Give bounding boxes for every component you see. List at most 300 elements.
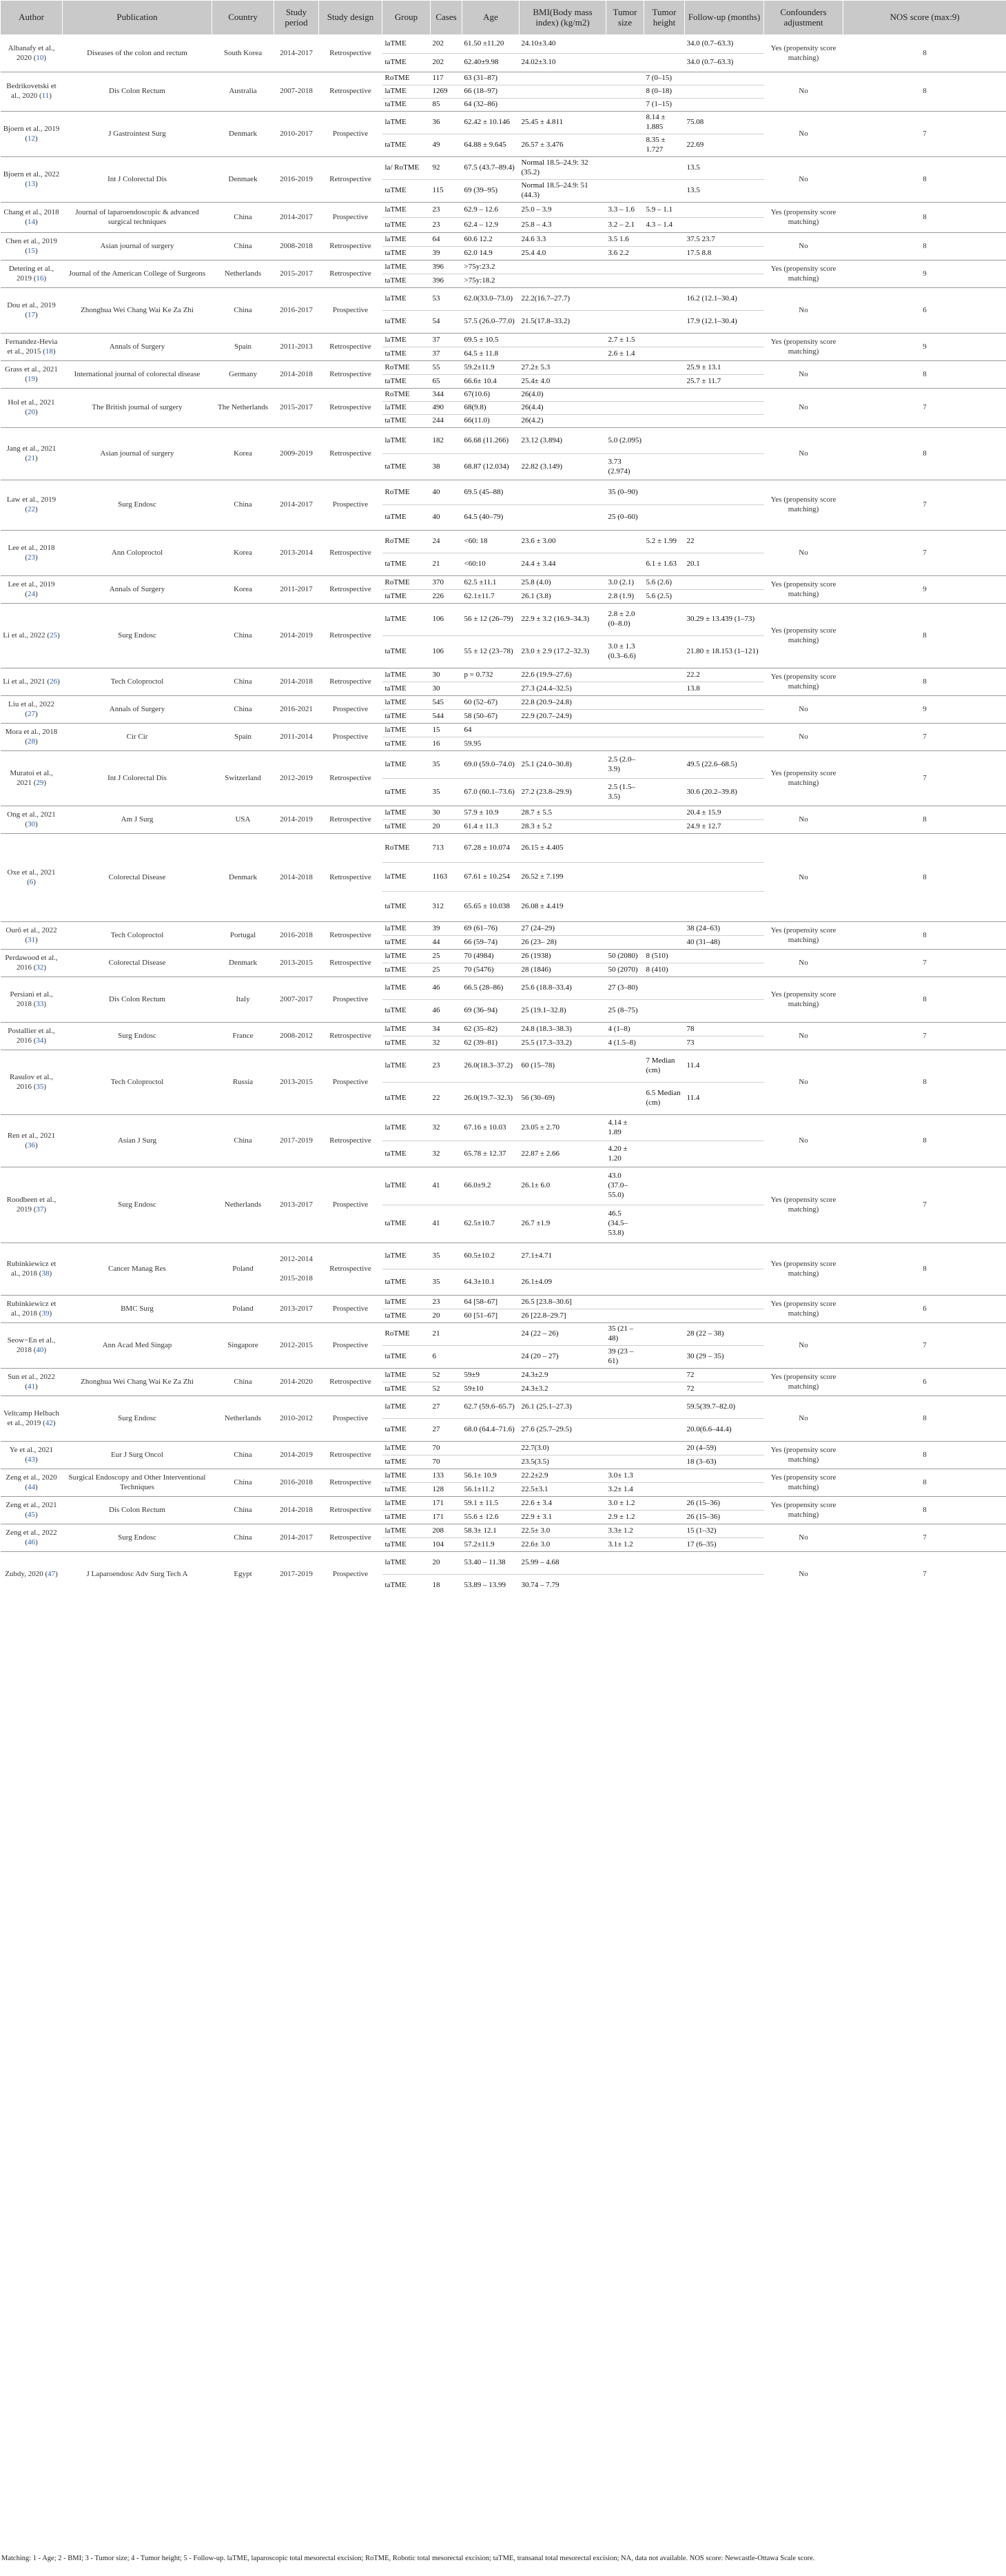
table-row xyxy=(1,260,1006,274)
study-confounders-adjustment: Yes (propensity score matching) xyxy=(764,977,843,1023)
table-row xyxy=(1,361,1006,375)
cell-follow-up xyxy=(685,696,764,710)
cell-follow-up xyxy=(685,710,764,724)
study-country: China xyxy=(212,233,274,260)
reference-link[interactable]: 25 xyxy=(50,631,58,640)
study-study-period: 2016-2021 xyxy=(274,696,319,724)
cell-cases: 27 xyxy=(431,1419,462,1442)
cell-follow-up: 18 (3–63) xyxy=(685,1455,764,1469)
study-author: Li et al., 2022 (25) xyxy=(1,604,63,668)
table-row xyxy=(1,334,1006,347)
study-publication: Surg Endosc xyxy=(63,1524,212,1552)
table-row xyxy=(1,35,1006,54)
cell-bmi: 23.0 ± 2.9 (17.2–32.3) xyxy=(520,636,606,668)
study-confounders-adjustment: Yes (propensity score matching) xyxy=(764,203,843,233)
study-nos-score: 8 xyxy=(843,1396,1006,1442)
cell-age: 58 (50–67) xyxy=(462,710,520,724)
table-row xyxy=(1,288,1006,311)
cell-follow-up xyxy=(685,963,764,977)
cell-follow-up xyxy=(685,260,764,274)
cell-tumor-size: 3.0 ± 1.3 (0.3–6.6) xyxy=(606,636,644,668)
cell-tumor-height xyxy=(644,936,685,950)
cell-age: <60:10 xyxy=(462,553,520,576)
cell-age: 69 (61–76) xyxy=(462,922,520,936)
cell-age: 59.2±11.9 xyxy=(462,361,520,375)
author-name: Grass et al., 2021 xyxy=(5,365,58,374)
cell-group: taTME xyxy=(382,54,431,72)
reference-link[interactable]: 39 xyxy=(41,1309,50,1318)
study-nos-score: 8 xyxy=(843,977,1006,1023)
reference-link[interactable]: 43 xyxy=(28,1455,35,1464)
study-study-design: Retrospective xyxy=(319,1524,382,1552)
reference-link[interactable]: 23 xyxy=(28,553,35,562)
reference-link[interactable]: 22 xyxy=(28,505,35,513)
study-country: Australia xyxy=(212,72,274,112)
cell-tumor-height xyxy=(644,334,685,347)
cell-group: taTME xyxy=(382,1083,431,1115)
cell-tumor-size xyxy=(606,1575,644,1597)
study-country: China xyxy=(212,288,274,334)
cell-tumor-size xyxy=(606,737,644,751)
study-confounders-adjustment: No xyxy=(764,288,843,334)
reference-link[interactable]: 24 xyxy=(28,589,35,598)
cell-group: laTME xyxy=(382,112,431,134)
study-country: Switzerland xyxy=(212,751,274,806)
cell-group: laTME xyxy=(382,85,431,99)
cell-bmi: 26.15 ± 4.405 xyxy=(520,834,606,863)
study-confounders-adjustment: No xyxy=(764,389,843,428)
reference-link[interactable]: 19 xyxy=(28,374,35,383)
header-bmi: BMI(Body mass index) (kg/m2) xyxy=(520,1,606,35)
cell-bmi: 22.9 ± 3.2 (16.9–34.3) xyxy=(520,604,606,636)
study-study-period: 2017-2019 xyxy=(274,1552,319,1597)
study-study-period: 2014-2019 xyxy=(274,806,319,834)
cell-cases: 21 xyxy=(431,1323,462,1346)
cell-follow-up xyxy=(685,334,764,347)
reference-link[interactable]: 16 xyxy=(36,274,44,283)
cell-cases: 44 xyxy=(431,936,462,950)
table-row xyxy=(1,531,1006,553)
study-confounders-adjustment: Yes (propensity score matching) xyxy=(764,1442,843,1469)
cell-tumor-size xyxy=(606,375,644,389)
table-row xyxy=(1,1115,1006,1141)
study-study-period: 2014-2018 xyxy=(274,668,319,696)
cell-bmi: 22.7(3.0) xyxy=(520,1442,606,1455)
header-study-period: Study period xyxy=(274,1,319,35)
cell-age: 57.5 (26.0–77.0) xyxy=(462,311,520,334)
study-author: Rubinkiewicz et al., 2018 (38) xyxy=(1,1243,63,1296)
cell-age: 67.61 ± 10.254 xyxy=(462,863,520,892)
reference-link[interactable]: 47 xyxy=(48,1569,56,1578)
cell-tumor-size: 3.5 1.6 xyxy=(606,233,644,247)
reference-link[interactable]: 26 xyxy=(50,677,58,686)
study-publication: Dis Colon Rectum xyxy=(63,1497,212,1524)
cell-bmi xyxy=(520,724,606,737)
cell-group: laTME xyxy=(382,35,431,54)
cell-age: 66 (18–97) xyxy=(462,85,520,99)
cell-bmi: 24.6 3.3 xyxy=(520,233,606,247)
study-author: Postallier et al., 2016 (34) xyxy=(1,1023,63,1050)
cell-bmi: 26 [22.8–29.7] xyxy=(520,1309,606,1323)
table-row xyxy=(1,1497,1006,1511)
cell-tumor-size: 25 (8–75) xyxy=(606,1000,644,1023)
study-publication: Annals of Surgery xyxy=(63,696,212,724)
cell-follow-up xyxy=(685,1205,764,1243)
cell-group: taTME xyxy=(382,99,431,112)
cell-tumor-size: 3.3 – 1.6 xyxy=(606,203,644,218)
reference-link[interactable]: 42 xyxy=(45,1418,53,1427)
study-study-period: 2014-2020 xyxy=(274,1369,319,1396)
reference-link[interactable]: 11 xyxy=(41,92,50,100)
cell-cases: 52 xyxy=(431,1382,462,1396)
cell-group: laTME xyxy=(382,950,431,963)
reference-link[interactable]: 46 xyxy=(28,1537,35,1546)
cell-tumor-height xyxy=(644,361,685,375)
study-study-design: Retrospective xyxy=(319,1115,382,1167)
reference-link[interactable]: 29 xyxy=(36,778,44,787)
cell-tumor-size xyxy=(606,834,644,863)
cell-group: taTME xyxy=(382,180,431,203)
study-country: Denmark xyxy=(212,950,274,977)
header-nos-score: NOS score (max:9) xyxy=(843,1,1006,35)
study-author: Li et al., 2021 (26) xyxy=(1,668,63,696)
study-study-design: Retrospective xyxy=(319,576,382,604)
study-country: Italy xyxy=(212,977,274,1023)
study-nos-score: 9 xyxy=(843,334,1006,361)
study-publication: J Laparoendosc Adv Surg Tech A xyxy=(63,1552,212,1597)
cell-age: 57.2±11.9 xyxy=(462,1538,520,1552)
cell-cases: 25 xyxy=(431,963,462,977)
cell-tumor-size xyxy=(606,389,644,402)
reference-link[interactable]: 35 xyxy=(36,1082,44,1091)
study-nos-score: 6 xyxy=(843,288,1006,334)
table-row xyxy=(1,806,1006,820)
cell-age xyxy=(462,1346,520,1369)
cell-tumor-size xyxy=(606,180,644,203)
study-study-period: 2014-2019 xyxy=(274,1442,319,1469)
author-name: Mora et al., 2018 xyxy=(5,727,58,736)
cell-cases: 115 xyxy=(431,180,462,203)
cell-tumor-height xyxy=(644,820,685,834)
cell-tumor-size xyxy=(606,1309,644,1323)
reference-link[interactable]: 30 xyxy=(28,819,35,828)
cell-follow-up xyxy=(685,402,764,415)
cell-tumor-height xyxy=(644,288,685,311)
cell-age: 59±9 xyxy=(462,1369,520,1382)
cell-tumor-height xyxy=(644,668,685,682)
cell-follow-up xyxy=(685,415,764,428)
cell-group: laTME xyxy=(382,428,431,454)
author-name: Albanafy et al., 2020 xyxy=(8,43,55,62)
cell-cases: 18 xyxy=(431,1575,462,1597)
table-row xyxy=(1,203,1006,218)
cell-group: RoTME xyxy=(382,834,431,863)
cell-tumor-size: 5.0 (2.095) xyxy=(606,428,644,454)
study-country: China xyxy=(212,1115,274,1167)
study-publication: Surg Endosc xyxy=(63,604,212,668)
cell-group: laTME xyxy=(382,1115,431,1141)
cell-tumor-size: 2.5 (2.0–3.9) xyxy=(606,751,644,779)
cell-cases: 370 xyxy=(431,576,462,590)
cell-age xyxy=(462,1323,520,1346)
reference-link[interactable]: 31 xyxy=(28,935,35,944)
reference-link[interactable]: 38 xyxy=(41,1269,50,1278)
cell-tumor-height xyxy=(644,604,685,636)
cell-cases: 182 xyxy=(431,428,462,454)
reference-link[interactable]: 32 xyxy=(36,963,44,972)
cell-cases: 46 xyxy=(431,977,462,1000)
study-nos-score: 7 xyxy=(843,1524,1006,1552)
reference-link[interactable]: 12 xyxy=(28,134,35,143)
study-author: Rasulov et al., 2016 (35) xyxy=(1,1050,63,1115)
cell-bmi xyxy=(520,260,606,274)
cell-group: taTME xyxy=(382,311,431,334)
cell-cases: 128 xyxy=(431,1483,462,1497)
cell-cases: 396 xyxy=(431,260,462,274)
reference-link[interactable]: 14 xyxy=(28,217,35,226)
reference-link[interactable]: 44 xyxy=(28,1482,35,1491)
cell-tumor-size xyxy=(606,1419,644,1442)
study-publication: Asian J Surg xyxy=(63,1115,212,1167)
cell-tumor-size: 2.5 (1.5–3.5) xyxy=(606,779,644,806)
cell-tumor-height xyxy=(644,480,685,505)
cell-tumor-height xyxy=(644,1382,685,1396)
cell-bmi: 22.5±3.1 xyxy=(520,1483,606,1497)
cell-tumor-size xyxy=(606,157,644,180)
cell-tumor-height xyxy=(644,347,685,361)
cell-cases: 35 xyxy=(431,751,462,779)
cell-bmi xyxy=(520,72,606,85)
cell-bmi: 28.7 ± 5.5 xyxy=(520,806,606,820)
cell-bmi: 25.1 (24.0–30.8) xyxy=(520,751,606,779)
cell-group: taTME xyxy=(382,1455,431,1469)
table-row xyxy=(1,1396,1006,1419)
author-name: Zeng et al., 2020 xyxy=(6,1473,57,1482)
table-row xyxy=(1,576,1006,590)
cell-age: 64.5 (40–79) xyxy=(462,505,520,531)
reference-link[interactable]: 17 xyxy=(28,310,35,319)
study-confounders-adjustment: Yes (propensity score matching) xyxy=(764,922,843,950)
cell-age: 70 (5476) xyxy=(462,963,520,977)
study-study-design: Retrospective xyxy=(319,531,382,576)
cell-tumor-size: 3.1± 1.2 xyxy=(606,1538,644,1552)
cell-cases: 36 xyxy=(431,112,462,134)
author-name: Li et al., 2021 xyxy=(3,677,45,686)
cell-cases: 35 xyxy=(431,1269,462,1296)
cell-bmi: 24.3±2.9 xyxy=(520,1369,606,1382)
cell-age: 26.0(18.3–37.2) xyxy=(462,1050,520,1083)
cell-bmi: 24.02±3.10 xyxy=(520,54,606,72)
study-country: Korea xyxy=(212,576,274,604)
study-publication: Eur J Surg Oncol xyxy=(63,1442,212,1469)
reference-link[interactable]: 18 xyxy=(45,347,53,356)
header-follow-up: Follow-up (months) xyxy=(685,1,764,35)
cell-group: laTME xyxy=(382,1396,431,1419)
cell-cases: 171 xyxy=(431,1511,462,1524)
cell-tumor-height xyxy=(644,1023,685,1036)
cell-tumor-size xyxy=(606,415,644,428)
cell-tumor-size: 25 (0–60) xyxy=(606,505,644,531)
table-row xyxy=(1,112,1006,134)
reference-link[interactable]: 33 xyxy=(36,999,44,1008)
cell-age: 64 xyxy=(462,724,520,737)
cell-age: 62 (35–82) xyxy=(462,1023,520,1036)
reference-link[interactable]: 36 xyxy=(28,1141,35,1149)
cell-follow-up xyxy=(685,1575,764,1597)
study-study-period: 2011-2013 xyxy=(274,334,319,361)
reference-link[interactable]: 37 xyxy=(36,1205,44,1214)
cell-age: 59.95 xyxy=(462,737,520,751)
cell-bmi: 25.99 – 4.68 xyxy=(520,1552,606,1575)
study-author: Albanafy et al., 2020 (10) xyxy=(1,35,63,72)
author-name: Muratoi et al., 2021 xyxy=(10,768,53,787)
cell-tumor-height xyxy=(644,922,685,936)
cell-tumor-height xyxy=(644,402,685,415)
cell-group: taTME xyxy=(382,892,431,922)
reference-link[interactable]: 28 xyxy=(28,737,35,746)
cell-follow-up xyxy=(685,72,764,85)
cell-tumor-height xyxy=(644,260,685,274)
cell-cases: 32 xyxy=(431,1141,462,1167)
cell-cases: 21 xyxy=(431,553,462,576)
cell-tumor-size: 27 (3–80) xyxy=(606,977,644,1000)
study-publication: Int J Colorectal Dis xyxy=(63,751,212,806)
cell-cases: 35 xyxy=(431,1243,462,1269)
cell-bmi: 60 (15–78) xyxy=(520,1050,606,1083)
cell-follow-up xyxy=(685,1469,764,1483)
study-study-period xyxy=(274,1243,319,1296)
cell-group: taTME xyxy=(382,1419,431,1442)
study-country: China xyxy=(212,480,274,531)
cell-follow-up: 59.5(39.7–82.0) xyxy=(685,1396,764,1419)
study-nos-score: 9 xyxy=(843,260,1006,288)
study-nos-score: 8 xyxy=(843,1243,1006,1296)
study-nos-score: 7 xyxy=(843,480,1006,531)
cell-bmi: 28.3 ± 5.2 xyxy=(520,820,606,834)
cell-tumor-size xyxy=(606,806,644,820)
reference-link[interactable]: 27 xyxy=(28,709,35,718)
study-publication: Journal of laparoendoscopic & advanced surgical techniques xyxy=(63,203,212,233)
cell-bmi: 23.6 ± 3.00 xyxy=(520,531,606,553)
author-name: Persiani et al., 2018 xyxy=(10,990,53,1008)
cell-follow-up: 22.69 xyxy=(685,134,764,157)
study-study-period: 2013-2017 xyxy=(274,1296,319,1323)
cell-group: laTME xyxy=(382,233,431,247)
table-row xyxy=(1,480,1006,505)
cell-tumor-size xyxy=(606,553,644,576)
cell-tumor-size xyxy=(606,274,644,288)
cell-tumor-height xyxy=(644,1296,685,1309)
table-row xyxy=(1,389,1006,402)
table-row xyxy=(1,834,1006,863)
cell-cases: 30 xyxy=(431,668,462,682)
study-country: Netherlands xyxy=(212,1167,274,1243)
cell-bmi xyxy=(520,480,606,505)
cell-age: 69.5 ± 10.5 xyxy=(462,334,520,347)
study-nos-score: 7 xyxy=(843,1023,1006,1050)
cell-bmi: 25.4 4.0 xyxy=(520,247,606,260)
reference-link[interactable]: 21 xyxy=(28,453,35,462)
reference-link[interactable]: 45 xyxy=(28,1510,35,1519)
study-nos-score: 8 xyxy=(843,668,1006,696)
cell-group: laTME xyxy=(382,402,431,415)
cell-tumor-size xyxy=(606,1396,644,1419)
study-nos-score: 8 xyxy=(843,428,1006,480)
cell-tumor-height xyxy=(644,1167,685,1205)
study-confounders-adjustment: Yes (propensity score matching) xyxy=(764,1369,843,1396)
cell-follow-up: 49.5 (22.6–68.5) xyxy=(685,751,764,779)
cell-bmi: 27 (24–29) xyxy=(520,922,606,936)
reference-link[interactable]: 40 xyxy=(36,1345,44,1354)
reference-link[interactable]: 20 xyxy=(28,408,35,416)
cell-group: taTME xyxy=(382,779,431,806)
cell-tumor-height xyxy=(644,1346,685,1369)
cell-tumor-size: 4 (1.5–8) xyxy=(606,1036,644,1050)
author-name: Zeng et al., 2022 xyxy=(6,1528,57,1537)
table-row xyxy=(1,751,1006,779)
cell-age: 55 ± 12 (23–78) xyxy=(462,636,520,668)
cell-follow-up xyxy=(685,1243,764,1269)
reference-link[interactable]: 15 xyxy=(28,246,35,255)
cell-follow-up xyxy=(685,1296,764,1309)
study-country: Denmark xyxy=(212,112,274,157)
cell-bmi: 25.4± 4.0 xyxy=(520,375,606,389)
cell-group: laTME xyxy=(382,977,431,1000)
cell-group: laTME xyxy=(382,863,431,892)
reference-link[interactable]: 6 xyxy=(29,877,34,886)
reference-link[interactable]: 34 xyxy=(36,1036,44,1045)
cell-tumor-height xyxy=(644,1115,685,1141)
author-name: Oxe et al., 2021 xyxy=(7,868,56,877)
cell-cases: 23 xyxy=(431,218,462,233)
cell-cases: 202 xyxy=(431,35,462,54)
header-age: Age xyxy=(462,1,520,35)
cell-cases: 544 xyxy=(431,710,462,724)
cell-follow-up: 28 (22 – 38) xyxy=(685,1323,764,1346)
reference-link[interactable]: 10 xyxy=(36,53,44,62)
cell-group: la/ RoTME xyxy=(382,157,431,180)
study-publication: Asian journal of surgery xyxy=(63,428,212,480)
cell-group: laTME xyxy=(382,806,431,820)
cell-cases: 32 xyxy=(431,1036,462,1050)
study-publication: Tech Coloproctol xyxy=(63,922,212,950)
study-study-design: Prospective xyxy=(319,1167,382,1243)
cell-tumor-height xyxy=(644,1323,685,1346)
study-study-period: 2016-2018 xyxy=(274,1469,319,1497)
reference-link[interactable]: 13 xyxy=(28,179,35,188)
cell-bmi: 26.7 ±1.9 xyxy=(520,1205,606,1243)
study-publication: Surg Endosc xyxy=(63,480,212,531)
cell-tumor-height xyxy=(644,233,685,247)
study-country: China xyxy=(212,1524,274,1552)
cell-age: >75y:23.2 xyxy=(462,260,520,274)
study-country: USA xyxy=(212,806,274,834)
cell-cases: 30 xyxy=(431,806,462,820)
cell-tumor-size: 3.2± 1.4 xyxy=(606,1483,644,1497)
study-publication: International journal of colorectal disease xyxy=(63,361,212,389)
cell-group: taTME xyxy=(382,454,431,480)
study-publication: Zhonghua Wei Chang Wai Ke Za Zhi xyxy=(63,288,212,334)
cell-bmi: 22.9 ± 3.1 xyxy=(520,1511,606,1524)
table-header xyxy=(1,1,1006,35)
reference-link[interactable]: 41 xyxy=(28,1382,35,1391)
cell-cases: 52 xyxy=(431,1369,462,1382)
study-publication: Cancer Manag Res xyxy=(63,1243,212,1296)
study-author: Muratoi et al., 2021 (29) xyxy=(1,751,63,806)
cell-age: 66.5 (28–86) xyxy=(462,977,520,1000)
study-country: Poland xyxy=(212,1243,274,1296)
cell-tumor-height xyxy=(644,1141,685,1167)
